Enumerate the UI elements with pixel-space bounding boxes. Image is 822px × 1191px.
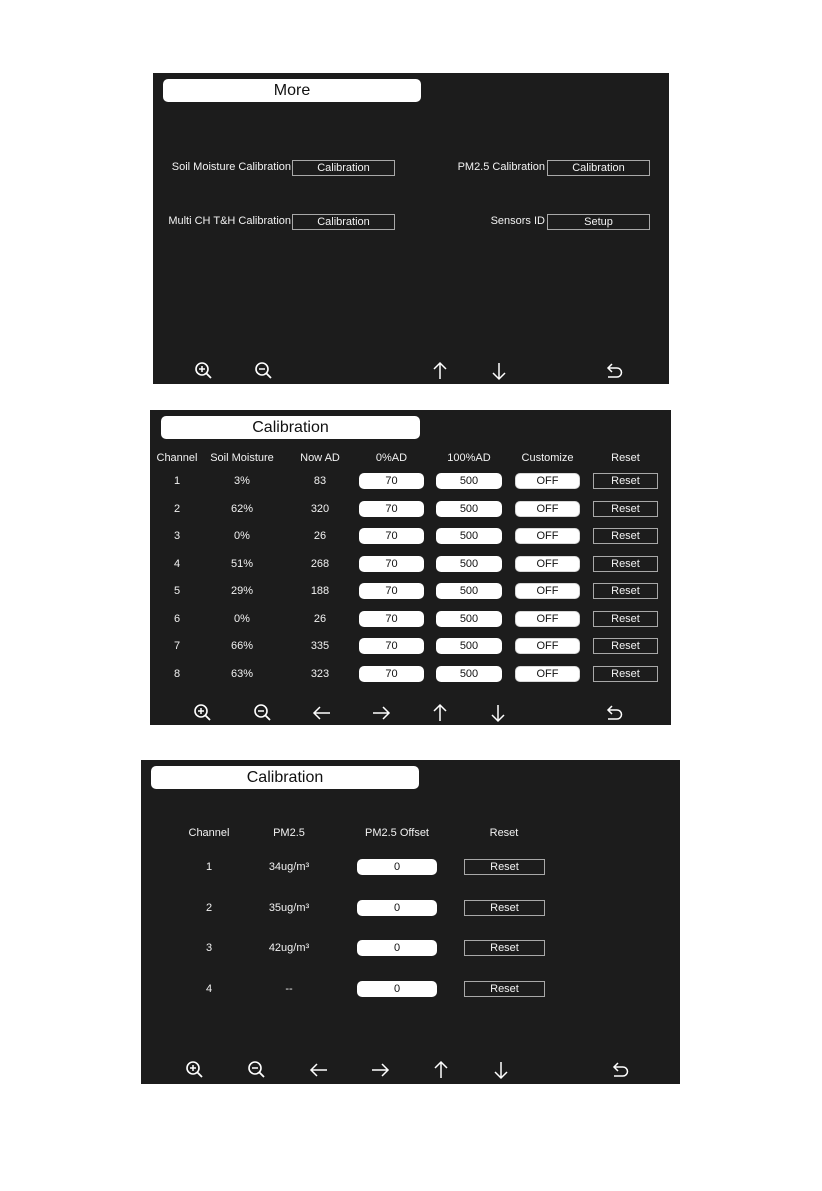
pm25-value: 34ug/m³	[268, 861, 310, 873]
now-ad-value: 335	[310, 640, 330, 652]
pm25-calibration-button[interactable]: Calibration	[547, 160, 650, 176]
soil-moisture-value: 62%	[230, 503, 254, 515]
ad-0-input[interactable]: 70	[359, 611, 424, 627]
ad-0-input[interactable]: 70	[359, 528, 424, 544]
zoom-in-icon[interactable]	[192, 702, 214, 724]
now-ad-value: 26	[313, 613, 327, 625]
sensors-id-setup-button[interactable]: Setup	[547, 214, 650, 230]
multi-ch-th-calibration-button[interactable]: Calibration	[292, 214, 395, 230]
customize-toggle[interactable]: OFF	[515, 501, 580, 517]
arrow-right-icon[interactable]	[369, 1059, 391, 1081]
reset-button[interactable]: Reset	[464, 900, 545, 916]
pm25-calibration-label: PM2.5 Calibration	[457, 161, 545, 173]
ad-100-input[interactable]: 500	[436, 666, 502, 682]
pm25-calibration-screen	[141, 760, 680, 1084]
ad-100-input[interactable]: 500	[436, 556, 502, 572]
reset-button[interactable]: Reset	[464, 859, 545, 875]
arrow-down-icon[interactable]	[487, 702, 509, 724]
zoom-in-icon[interactable]	[184, 1059, 206, 1081]
column-header-100-ad: 100%AD	[447, 452, 491, 464]
channel-number: 4	[205, 983, 213, 995]
arrow-down-icon[interactable]	[488, 360, 510, 382]
channel-number: 2	[173, 503, 181, 515]
channel-number: 6	[173, 613, 181, 625]
pm25-offset-input[interactable]: 0	[357, 900, 437, 916]
ad-0-input[interactable]: 70	[359, 666, 424, 682]
channel-number: 7	[173, 640, 181, 652]
back-icon[interactable]	[603, 360, 625, 382]
page-title: More	[163, 79, 421, 102]
soil-moisture-value: 29%	[230, 585, 254, 597]
reset-button[interactable]: Reset	[593, 666, 658, 682]
pm25-value: --	[285, 983, 293, 995]
reset-button[interactable]: Reset	[593, 528, 658, 544]
reset-button[interactable]: Reset	[593, 611, 658, 627]
soil-moisture-value: 63%	[230, 668, 254, 680]
column-header-reset: Reset	[489, 827, 519, 839]
ad-0-input[interactable]: 70	[359, 556, 424, 572]
column-header-soil-moisture: Soil Moisture	[210, 452, 274, 464]
ad-0-input[interactable]: 70	[359, 638, 424, 654]
soil-moisture-value: 0%	[234, 530, 250, 542]
soil-moisture-calibration-button[interactable]: Calibration	[292, 160, 395, 176]
ad-100-input[interactable]: 500	[436, 473, 502, 489]
customize-toggle[interactable]: OFF	[515, 473, 580, 489]
column-header-pm25-offset: PM2.5 Offset	[365, 827, 429, 839]
reset-button[interactable]: Reset	[593, 638, 658, 654]
arrow-left-icon[interactable]	[311, 702, 333, 724]
ad-100-input[interactable]: 500	[436, 501, 502, 517]
channel-number: 3	[173, 530, 181, 542]
ad-0-input[interactable]: 70	[359, 473, 424, 489]
arrow-up-icon[interactable]	[430, 1059, 452, 1081]
soil-moisture-value: 66%	[230, 640, 254, 652]
reset-button[interactable]: Reset	[593, 501, 658, 517]
ad-100-input[interactable]: 500	[436, 583, 502, 599]
zoom-out-icon[interactable]	[253, 360, 275, 382]
soil-moisture-value: 0%	[234, 613, 250, 625]
zoom-in-icon[interactable]	[193, 360, 215, 382]
channel-number: 3	[205, 942, 213, 954]
reset-button[interactable]: Reset	[464, 940, 545, 956]
now-ad-value: 268	[310, 558, 330, 570]
column-header-reset: Reset	[611, 452, 640, 464]
pm25-offset-input[interactable]: 0	[357, 940, 437, 956]
more-screen	[153, 73, 669, 384]
multi-ch-th-calibration-label: Multi CH T&H Calibration	[168, 215, 291, 227]
reset-button[interactable]: Reset	[593, 556, 658, 572]
customize-toggle[interactable]: OFF	[515, 638, 580, 654]
page-title: Calibration	[161, 416, 420, 439]
pm25-offset-input[interactable]: 0	[357, 859, 437, 875]
pm25-value: 42ug/m³	[268, 942, 310, 954]
channel-number: 2	[205, 902, 213, 914]
reset-button[interactable]: Reset	[593, 583, 658, 599]
back-icon[interactable]	[603, 702, 625, 724]
soil-moisture-value: 51%	[230, 558, 254, 570]
sensors-id-label: Sensors ID	[490, 215, 545, 227]
customize-toggle[interactable]: OFF	[515, 556, 580, 572]
pm25-offset-input[interactable]: 0	[357, 981, 437, 997]
zoom-out-icon[interactable]	[252, 702, 274, 724]
column-header-now-ad: Now AD	[300, 452, 340, 464]
ad-0-input[interactable]: 70	[359, 501, 424, 517]
ad-100-input[interactable]: 500	[436, 611, 502, 627]
now-ad-value: 83	[313, 475, 327, 487]
channel-number: 8	[173, 668, 181, 680]
column-header-0-ad: 0%AD	[375, 452, 408, 464]
ad-100-input[interactable]: 500	[436, 638, 502, 654]
now-ad-value: 323	[310, 668, 330, 680]
channel-number: 4	[173, 558, 181, 570]
channel-number: 5	[173, 585, 181, 597]
soil-moisture-calibration-label: Soil Moisture Calibration	[171, 161, 291, 173]
column-header-pm25: PM2.5	[273, 827, 305, 839]
soil-moisture-value: 3%	[234, 475, 250, 487]
column-header-channel: Channel	[156, 452, 198, 464]
reset-button[interactable]: Reset	[464, 981, 545, 997]
customize-toggle[interactable]: OFF	[515, 611, 580, 627]
customize-toggle[interactable]: OFF	[515, 583, 580, 599]
now-ad-value: 320	[310, 503, 330, 515]
customize-toggle[interactable]: OFF	[515, 666, 580, 682]
channel-number: 1	[173, 475, 181, 487]
customize-toggle[interactable]: OFF	[515, 528, 580, 544]
soil-calibration-screen	[150, 410, 671, 725]
page-title: Calibration	[151, 766, 419, 789]
now-ad-value: 188	[310, 585, 330, 597]
pm25-value: 35ug/m³	[268, 902, 310, 914]
arrow-down-icon[interactable]	[490, 1059, 512, 1081]
arrow-right-icon[interactable]	[370, 702, 392, 724]
ad-0-input[interactable]: 70	[359, 583, 424, 599]
ad-100-input[interactable]: 500	[436, 528, 502, 544]
arrow-left-icon[interactable]	[308, 1059, 330, 1081]
now-ad-value: 26	[313, 530, 327, 542]
column-header-customize: Customize	[521, 452, 574, 464]
back-icon[interactable]	[609, 1059, 631, 1081]
reset-button[interactable]: Reset	[593, 473, 658, 489]
column-header-channel: Channel	[188, 827, 230, 839]
arrow-up-icon[interactable]	[429, 702, 451, 724]
channel-number: 1	[205, 861, 213, 873]
arrow-up-icon[interactable]	[429, 360, 451, 382]
zoom-out-icon[interactable]	[246, 1059, 268, 1081]
